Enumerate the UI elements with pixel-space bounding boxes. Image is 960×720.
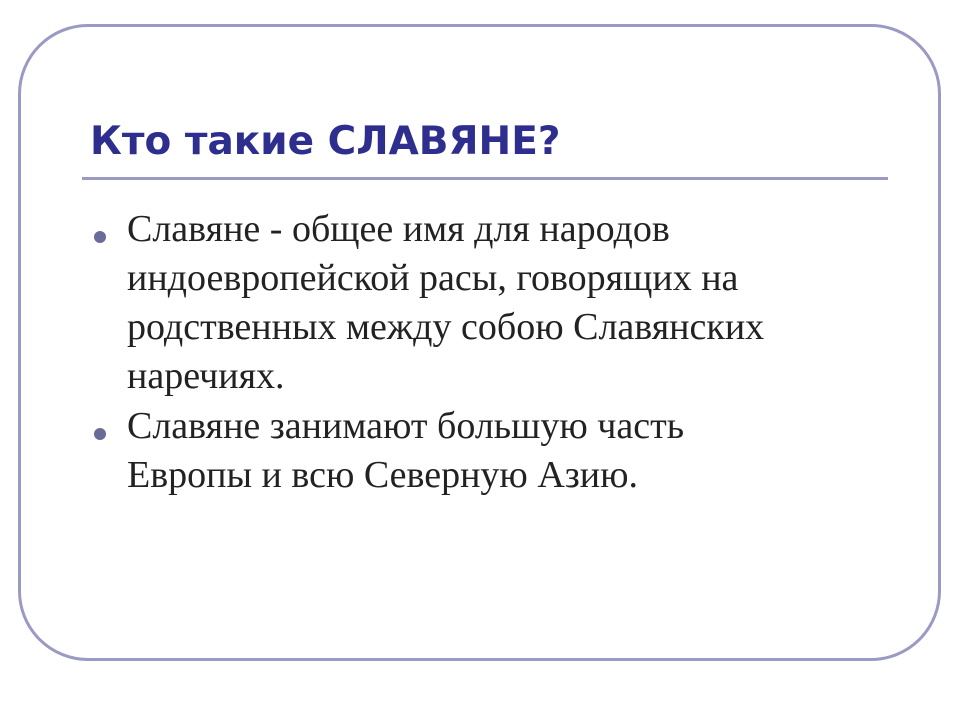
bullet-dot-icon bbox=[94, 231, 106, 243]
bullet-line: родственных между собою Славянских bbox=[127, 306, 765, 348]
bullet-line: Славяне - общее имя для народов bbox=[127, 208, 670, 250]
bullet-item bbox=[94, 402, 854, 500]
bullet-text bbox=[127, 205, 854, 401]
bullet-line: индоевропейской расы, говорящих на bbox=[127, 257, 739, 299]
bullet-item bbox=[94, 205, 854, 401]
title-underline bbox=[82, 177, 888, 180]
bullet-line: Славяне занимают большую часть bbox=[127, 405, 685, 447]
slide-title: Кто такие СЛАВЯНЕ? bbox=[90, 119, 561, 164]
bullet-list bbox=[94, 205, 854, 501]
bullet-text bbox=[127, 402, 854, 500]
bullet-line: наречиях. bbox=[127, 355, 285, 397]
bullet-dot-icon bbox=[94, 428, 106, 440]
bullet-line: Европы и всю Северную Азию. bbox=[127, 454, 638, 496]
